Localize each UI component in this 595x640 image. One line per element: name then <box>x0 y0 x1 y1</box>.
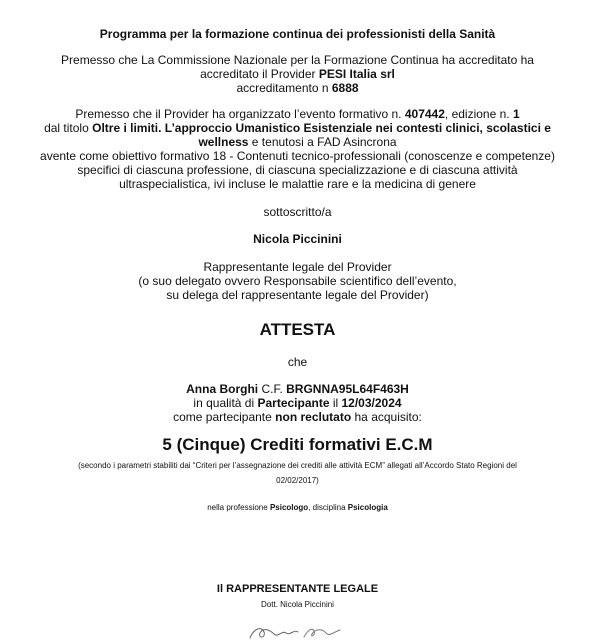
premessa-commissione-line-2 <box>0 67 595 82</box>
stato-value: non reclutato <box>275 410 352 424</box>
stato-label: come partecipante <box>173 410 276 424</box>
premessa-evento-line-5: specifici di ciascuna professione, di ciascuna specializzazione e di ciascuna attività <box>77 163 518 177</box>
evento-text: Premesso che il Provider ha organizzato l’evento formativo n. <box>75 107 405 121</box>
provider-name: PESI Italia srl <box>318 67 395 81</box>
premessa-evento-line-4: avente come obiettivo formativo 18 - Contenuti tecnico-professionali (conoscenze e competenze) <box>40 149 555 163</box>
premessa-commissione-line-3 <box>0 81 595 96</box>
signature-name: Dott. Nicola Piccinini <box>261 600 334 609</box>
disciplina-value: Psicologia <box>347 503 388 512</box>
event-title-part-1: Oltre i limiti. L’approccio Umanistico Esistenziale nei contesti clinici, scolastici e <box>92 121 551 135</box>
crediti-heading: 5 (Cinque) Crediti formativi E.C.M <box>162 435 433 454</box>
premessa-commissione-line-1: Premesso che La Commissione Nazionale per la Formazione Continua ha accreditato ha <box>61 53 534 67</box>
attesta-heading: ATTESTA <box>259 320 336 339</box>
edizione-label: , edizione n. <box>444 107 513 121</box>
professione-label: nella professione <box>207 503 270 512</box>
event-mode: e tenutosi a FAD Asincrona <box>248 135 397 149</box>
handwritten-signature <box>240 624 360 640</box>
disciplina-label: , disciplina <box>308 503 348 512</box>
professione-line <box>0 503 595 513</box>
evento-number: 407442 <box>404 107 445 121</box>
role-line-3: su delega del rappresentante legale del Provider) <box>166 288 429 302</box>
participation-date: 12/03/2024 <box>341 396 402 410</box>
role-line-1: Rappresentante legale del Provider <box>203 260 392 274</box>
data-label: il <box>329 396 342 410</box>
accreditamento-number: 6888 <box>331 81 359 95</box>
cf-label: C.F. <box>258 382 287 396</box>
stato-suffix: ha acquisito: <box>351 410 422 424</box>
professione-value: Psicologo <box>269 503 309 512</box>
codice-fiscale: BRGNNA95L64F463H <box>286 382 409 396</box>
sottoscritto-label: sottoscritto/a <box>263 205 332 219</box>
signature-title: Il RAPPRESENTANTE LEGALE <box>216 583 379 595</box>
edizione-number: 1 <box>512 107 520 121</box>
event-title-part-2: wellness <box>198 135 249 149</box>
premessa-text: accreditato il Provider <box>200 67 319 81</box>
participant-name: Anna Borghi <box>186 382 259 396</box>
che-label: che <box>287 355 308 369</box>
premessa-evento-line-1 <box>0 107 595 122</box>
qualita-value: Partecipante <box>257 396 330 410</box>
signer-name: Nicola Piccinini <box>253 232 342 246</box>
premessa-evento-line-6: ultraspecialistica, ivi incluse le malattie rare e la medicina di genere <box>119 177 476 191</box>
program-title: Programma per la formazione continua dei professionisti della Sanità <box>99 27 496 41</box>
parametri-line-1: (secondo i parametri stabiliti dai “Criteri per l’assegnazione dei crediti alle attività ECM” allegati all’Accordo Stato Regioni del <box>78 461 517 470</box>
stato-line <box>0 410 595 425</box>
role-line-2: (o suo delegato ovvero Responsabile scientifico dell’evento, <box>138 274 457 288</box>
qualita-line <box>0 396 595 411</box>
titolo-label: dal titolo <box>44 121 93 135</box>
participant-line <box>0 382 595 397</box>
premessa-evento-line-2 <box>0 121 595 136</box>
parametri-line-2: 02/02/2017) <box>276 476 319 485</box>
accreditamento-label: accreditamento n <box>236 81 332 95</box>
premessa-evento-line-3 <box>0 135 595 150</box>
qualita-label: in qualità di <box>193 396 258 410</box>
